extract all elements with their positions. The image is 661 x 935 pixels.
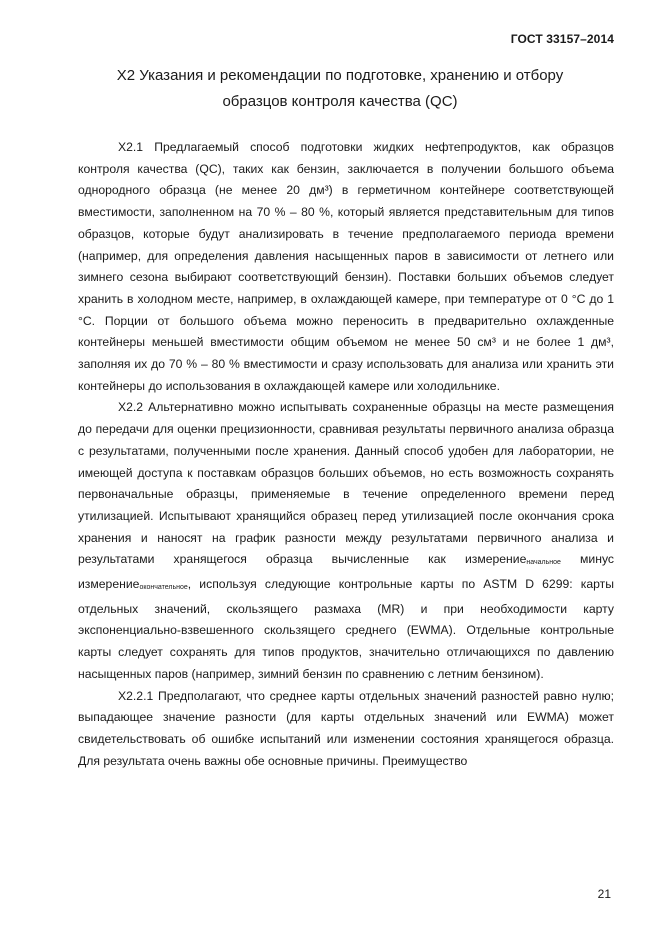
section-title-line-2: образцов контроля качества (QC) (222, 93, 458, 110)
paragraph-x2-2-part-b: минус измерение (78, 552, 614, 592)
paragraph-x2-1: Х2.1 Предлагаемый способ подготовки жидких нефтепродуктов, как образцов контроля качества (QC), таких как бензин, заключается в получении большого объема однородного образца (не менее 20 дм³) в герметичном контейнере соответствующей вместимости, заполненном на 70 % – 80 %, который является представительным для типов образцов, которые будут анализировать в течение предполагаемого периода времени (например, для определения давления насыщенных паров в зависимости от летнего или зимнего сезона выбирают соответствующий бензин). Поставки больших объемов следует хранить в холодном месте, например, в охлаждающей камере, при температуре от 0 °С до 1 °С. Порции от большого объема можно переносить в предварительно охлажденные контейнеры меньшей вместимости общим объемом не менее 50 см³ и не более 1 дм³, заполняя их до 70 % – 80 % вместимости и сразу использовать для анализа или хранить эти контейнеры до использования в охлаждающей камере или холодильнике. (78, 140, 614, 393)
page-number: 21 (597, 887, 611, 901)
subscript-initial: начальное (526, 559, 561, 567)
paragraph-x2-2 (78, 397, 614, 685)
subscript-final: окончательное (139, 584, 188, 592)
body-text (78, 137, 614, 772)
paragraph-x2-2-part-c: , используя следующие контрольные карты по ASTM D 6299: карты отдельных значений, скользящего размаха (MR) и при необходимости карту экспоненциально-взвешенного скользящего среднего (EWMA). Отдельные контрольные карты следует сохранять для типов продуктов, значительно отличающихся по давлению насыщенных паров (например, зимний бензин по сравнению с летним бензином). (78, 577, 614, 681)
section-title (80, 63, 600, 115)
document-code: ГОСТ 33157–2014 (510, 32, 614, 46)
paragraph-x2-2-part-a: Х2.2 Альтернативно можно испытывать сохраненные образцы на месте размещения до передачи для оценки прецизионности, сравнивая результаты первичного анализа образца с результатами, полученными после хранения. Данный способ удобен для лаборатории, не имеющей доступа к поставкам образцов больших объемов, но есть возможность сохранять первоначальные образцы, применяемые в течение определенного времени перед утилизацией. Испытывают хранящийся образец перед утилизацией после окончания срока хранения и наносят на график разности между результатами первичного анализа и результатами хранящегося образца вычисленные как измерение (78, 400, 614, 567)
section-title-line-1: Х2 Указания и рекомендации по подготовке, хранению и отбору (116, 67, 564, 84)
paragraph-x2-2-1: Х2.2.1 Предполагают, что среднее карты отдельных значений разностей равно нулю; выпадающее значение разности (для карты отдельных значений или EWMA) может свидетельствовать об ошибке испытаний или изменении состояния хранящегося образца. Для результата очень важны обе основные причины. Преимущество (78, 688, 614, 768)
